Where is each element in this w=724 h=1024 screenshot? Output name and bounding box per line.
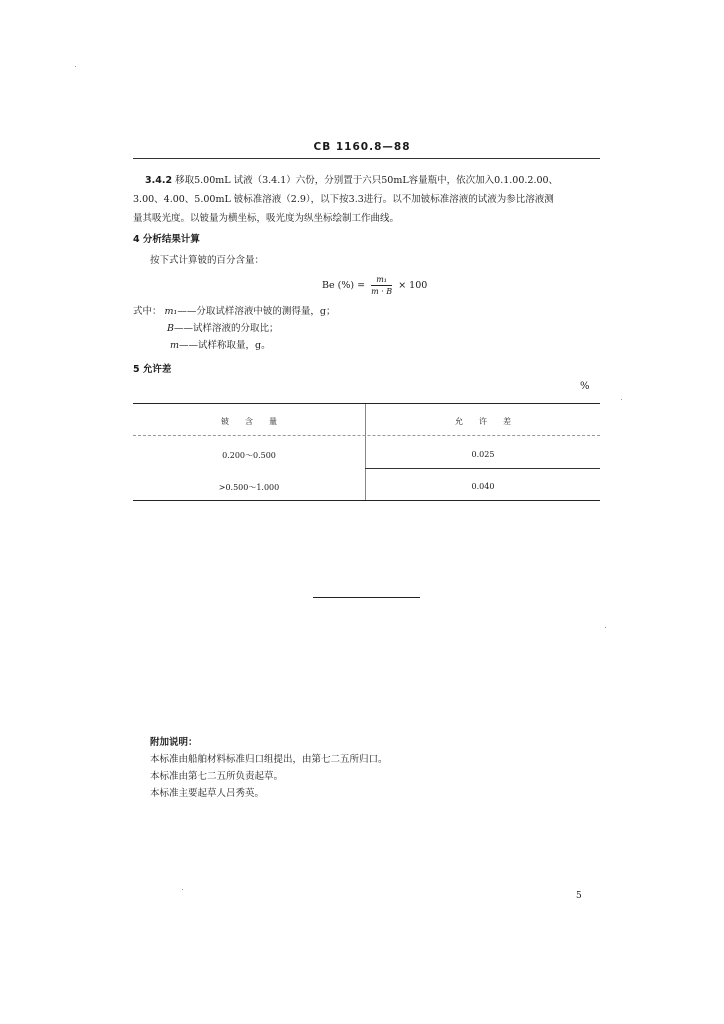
- table-header-content: 铍 含 量: [221, 417, 277, 426]
- scan-speck: [605, 627, 606, 628]
- notes-line: 本标准由第七二五所负责起草。: [150, 771, 284, 782]
- scan-speck: [182, 889, 183, 890]
- definition-prefix: 式中：: [133, 306, 162, 317]
- definition-symbol: B: [167, 323, 174, 334]
- notes-title: 附加说明：: [150, 737, 198, 748]
- table-top-rule: [133, 403, 600, 404]
- scan-speck: [621, 399, 622, 400]
- formula-rhs: × 100: [398, 280, 428, 291]
- section-3-4-2-line-1: [145, 171, 558, 190]
- section-4-heading: 4 分析结果计算: [133, 234, 200, 245]
- definition-2: [167, 320, 279, 334]
- formula-denominator: m · B: [371, 287, 393, 296]
- table-row-1-content: 0.200～0.500: [222, 451, 276, 460]
- unit-label: %: [580, 381, 590, 392]
- scan-speck: [75, 66, 76, 67]
- table-header-rule: [133, 435, 600, 436]
- table-row-1-tolerance: 0.025: [471, 450, 495, 459]
- formula-numerator: m₁: [371, 274, 392, 286]
- table-row-2-content: >0.500～1.000: [218, 483, 280, 492]
- formula-lhs: Be (%) =: [322, 280, 366, 291]
- notes-line: 本标准由船舶材料标准归口组提出，由第七二五所归口。: [150, 754, 388, 765]
- notes-line: 本标准主要起草人吕秀英。: [150, 788, 265, 799]
- definition-text: ——试样溶液的分取比；: [173, 323, 279, 334]
- table-row-rule: [365, 468, 600, 469]
- section-3-4-2-line-2: 3.00、4.00、5.00mL 铍标准溶液（2.9），以下按3.3进行。以不加铍标准溶液的试液为参比溶液测: [133, 194, 554, 205]
- definition-symbol: m₁: [164, 306, 178, 317]
- table-header-tolerance: 允 许 差: [455, 417, 511, 426]
- definition-3: [170, 337, 271, 351]
- formula: [322, 274, 427, 297]
- page-number: 5: [576, 891, 582, 901]
- section-5-heading: 5 允许差: [133, 364, 172, 375]
- table-bottom-rule: [133, 500, 600, 501]
- end-rule: [313, 597, 420, 598]
- formula-intro: 按下式计算铍的百分含量：: [150, 255, 265, 266]
- table-row-2-tolerance: 0.040: [471, 482, 495, 491]
- section-3-4-2-line-3: 量其吸光度。以铍量为横坐标，吸光度为纵坐标绘制工作曲线。: [133, 213, 400, 224]
- additional-notes: [150, 734, 388, 802]
- definition-text: ——分取试样溶液中铍的测得量，g；: [177, 306, 336, 317]
- tolerance-table: [133, 403, 600, 501]
- definition-text: ——试样称取量，g。: [179, 340, 271, 351]
- formula-fraction: [371, 274, 392, 297]
- section-number: 3.4.2: [145, 175, 173, 186]
- section-text: 移取5.00mL 试液（3.4.1）六份，分别置于六只50mL容量瓶中，依次加入0.1.00.2.00、: [175, 175, 559, 186]
- standard-code: CB 1160.8—88: [313, 141, 411, 153]
- header-rule: [133, 158, 600, 159]
- definition-symbol: m: [170, 340, 180, 351]
- definition-1: [133, 303, 335, 317]
